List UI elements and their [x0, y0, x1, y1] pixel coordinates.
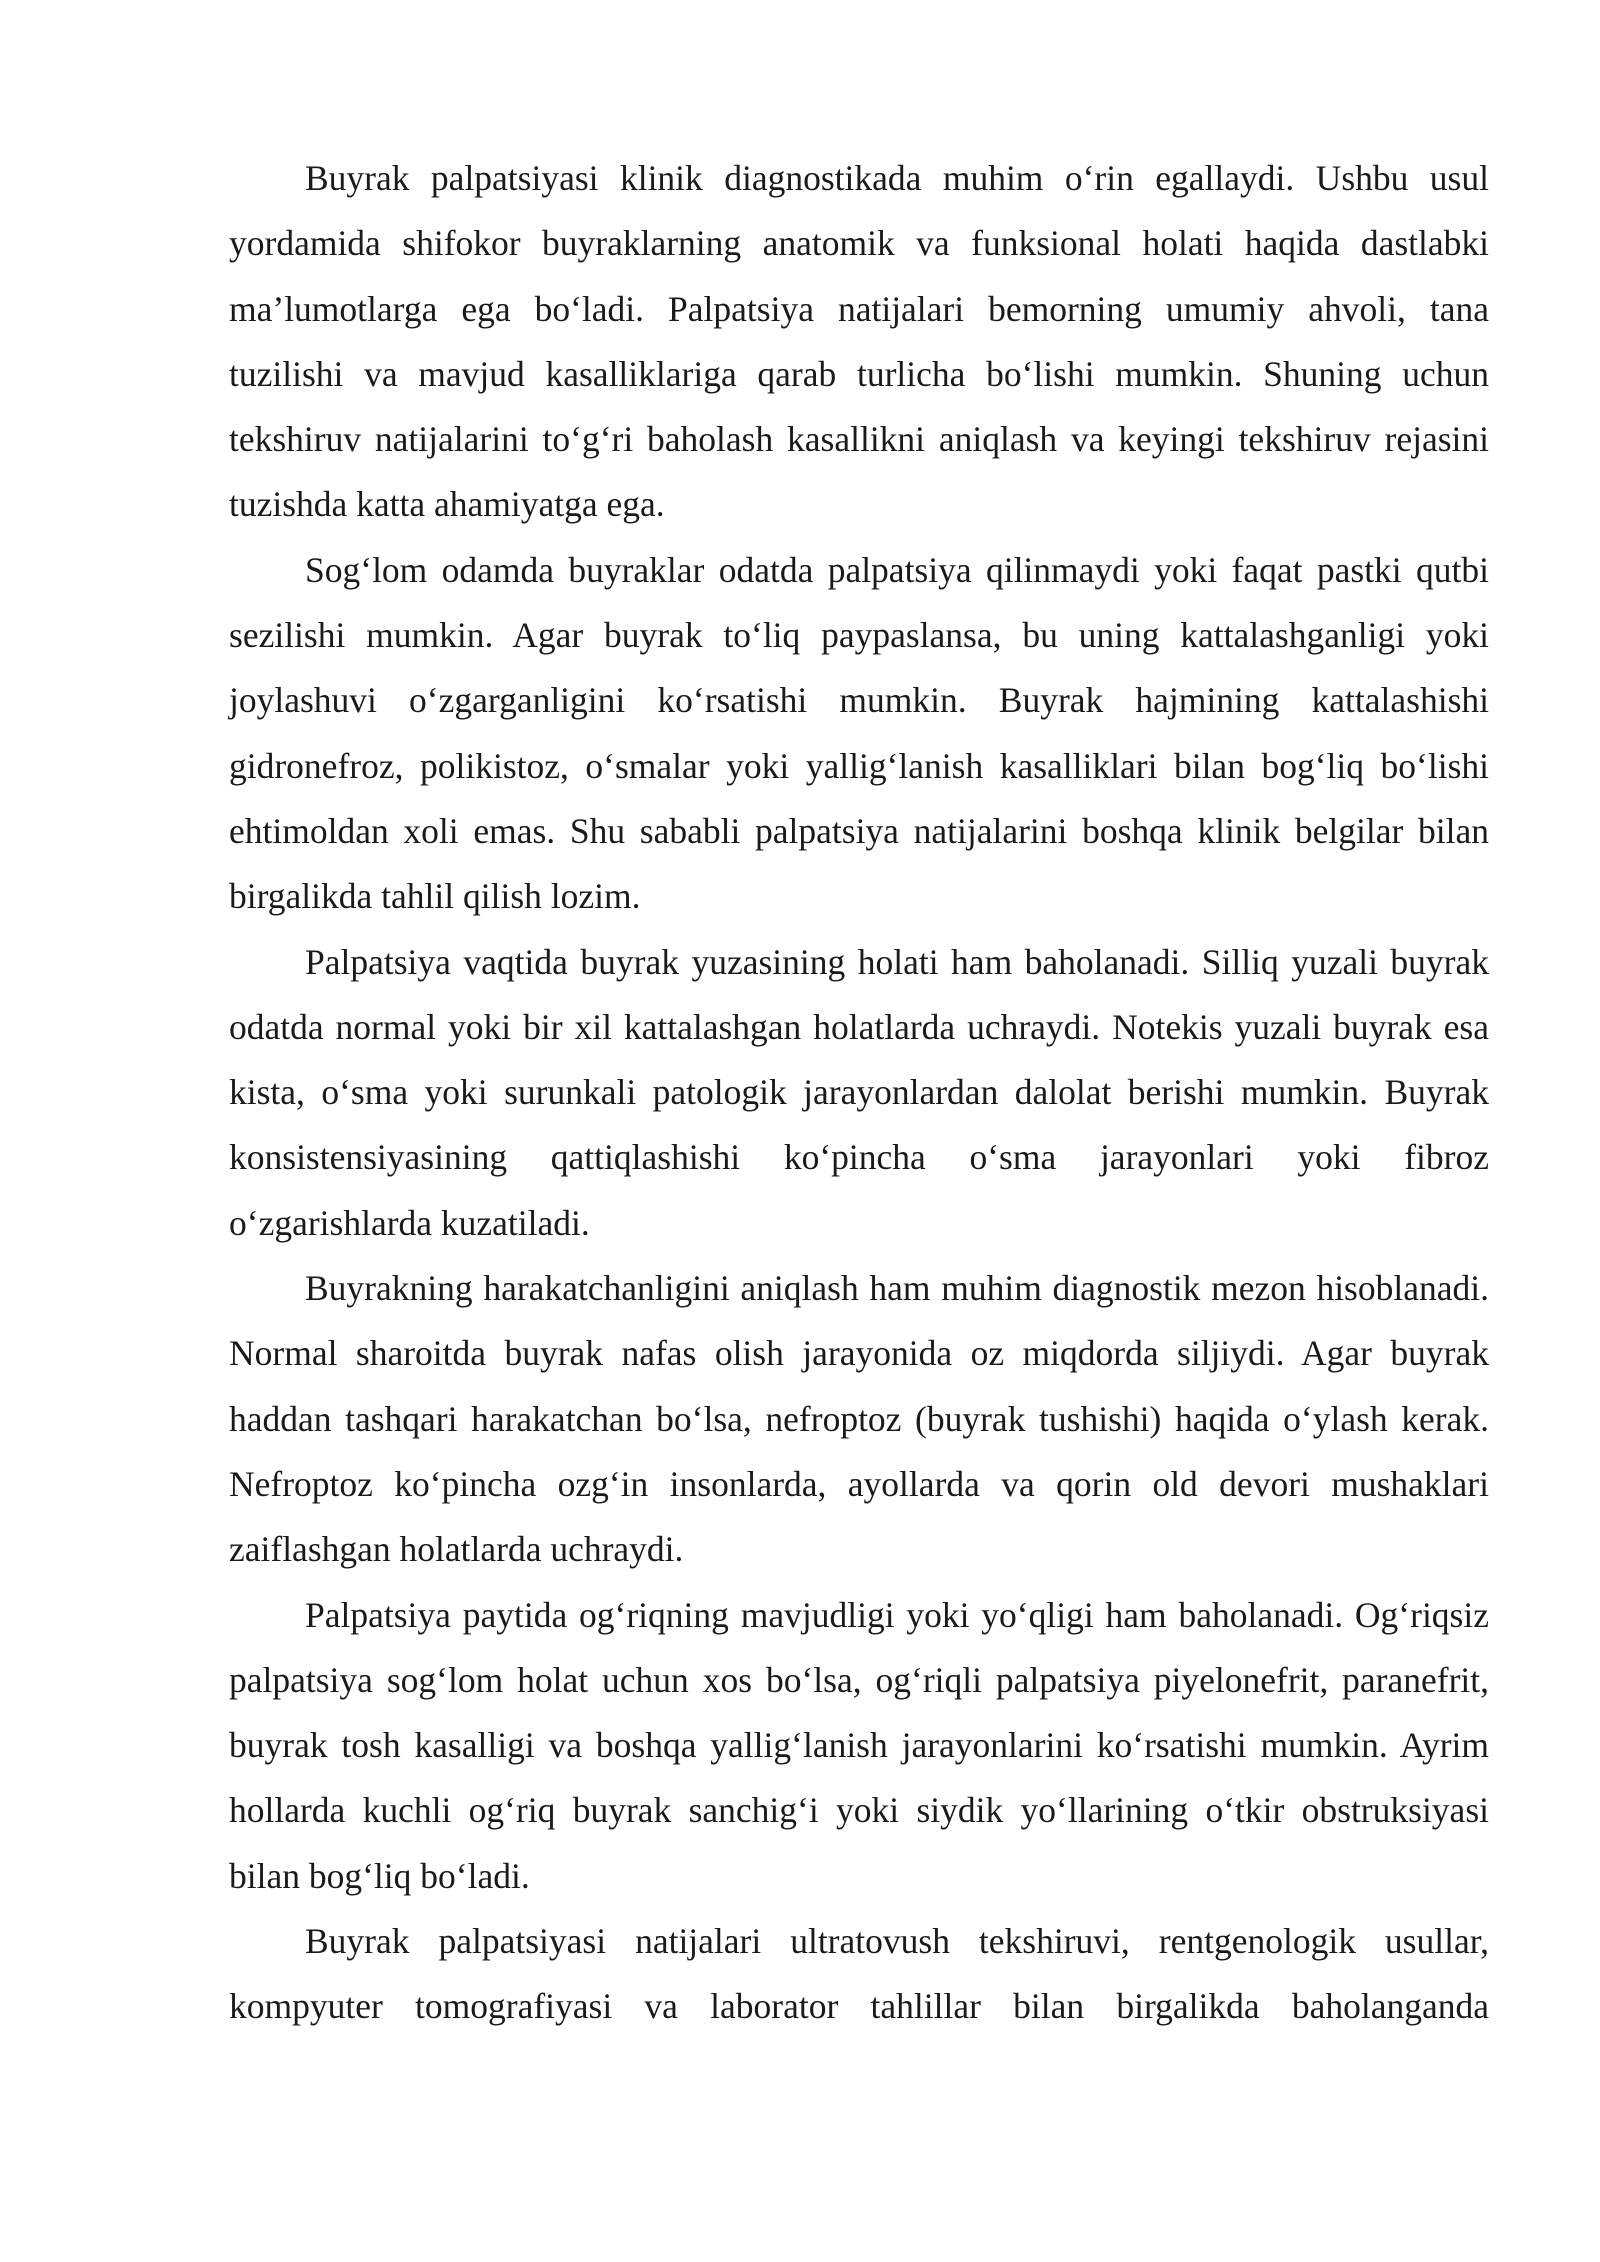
paragraph: Buyrak palpatsiyasi natijalari ultratovush tekshiruvi, rentgenologik usullar, kompyuter tomografiyasi va laborator tahlillar bilan birgalikda baholanganda: [229, 1921, 1489, 2027]
document-body: [229, 146, 1489, 2040]
paragraph: Buyrak palpatsiyasi klinik diagnostikada muhim o‘rin egallaydi. Ushbu usul yordamida shifokor buyraklarning anatomik va funksional holati haqida dastlabki ma’lumotlarga ega bo‘ladi. Palpatsiya natijalari bemorning umumiy ahvoli, tana tuzilishi va mavjud kasalliklariga qarab turlicha bo‘lishi mumkin. Shuning uchun tekshiruv natijalarini to‘g‘ri baholash kasallikni aniqlash va keyingi tekshiruv rejasini tuzishda katta ahamiyatga ega.: [229, 158, 1489, 525]
paragraph: Sog‘lom odamda buyraklar odatda palpatsiya qilinmaydi yoki faqat pastki qutbi sezilishi mumkin. Agar buyrak to‘liq paypaslansa, bu uning kattalashganligi yoki joylashuvi o‘zgarganligini ko‘rsatishi mumkin. Buyrak hajmining kattalashishi gidronefroz, polikistoz, o‘smalar yoki yallig‘lanish kasalliklari bilan bog‘liq bo‘lishi ehtimoldan xoli emas. Shu sababli palpatsiya natijalarini boshqa klinik belgilar bilan birgalikda tahlil qilish lozim.: [229, 549, 1489, 917]
paragraph: Palpatsiya paytida og‘riqning mavjudligi yoki yo‘qligi ham baholanadi. Og‘riqsiz palpatsiya sog‘lom holat uchun xos bo‘lsa, og‘riqli palpatsiya piyelonefrit, paranefrit, buyrak tosh kasalligi va boshqa yallig‘lanish jarayonlarini ko‘rsatishi mumkin. Ayrim hollarda kuchli og‘riq buyrak sanchig‘i yoki siydik yo‘llarining o‘tkir obstruksiyasi bilan bog‘liq bo‘ladi.: [229, 1594, 1489, 1896]
paragraph: Buyrakning harakatchanligini aniqlash ham muhim diagnostik mezon hisoblanadi. Normal sharoitda buyrak nafas olish jarayonida oz miqdorda siljiydi. Agar buyrak haddan tashqari harakatchan bo‘lsa, nefroptoz (buyrak tushishi) haqida o‘ylash kerak. Nefroptoz ko‘pincha ozg‘in insonlarda, ayollarda va qorin old devori mushaklari zaiflashgan holatlarda uchraydi.: [229, 1268, 1489, 1570]
paragraph: Palpatsiya vaqtida buyrak yuzasining holati ham baholanadi. Silliq yuzali buyrak odatda normal yoki bir xil kattalashgan holatlarda uchraydi. Notekis yuzali buyrak esa kista, o‘sma yoki surunkali patologik jarayonlardan dalolat berishi mumkin. Buyrak konsistensiyasining qattiqlashishi ko‘pincha o‘sma jarayonlari yoki fibroz o‘zgarishlarda kuzatiladi.: [229, 941, 1489, 1243]
